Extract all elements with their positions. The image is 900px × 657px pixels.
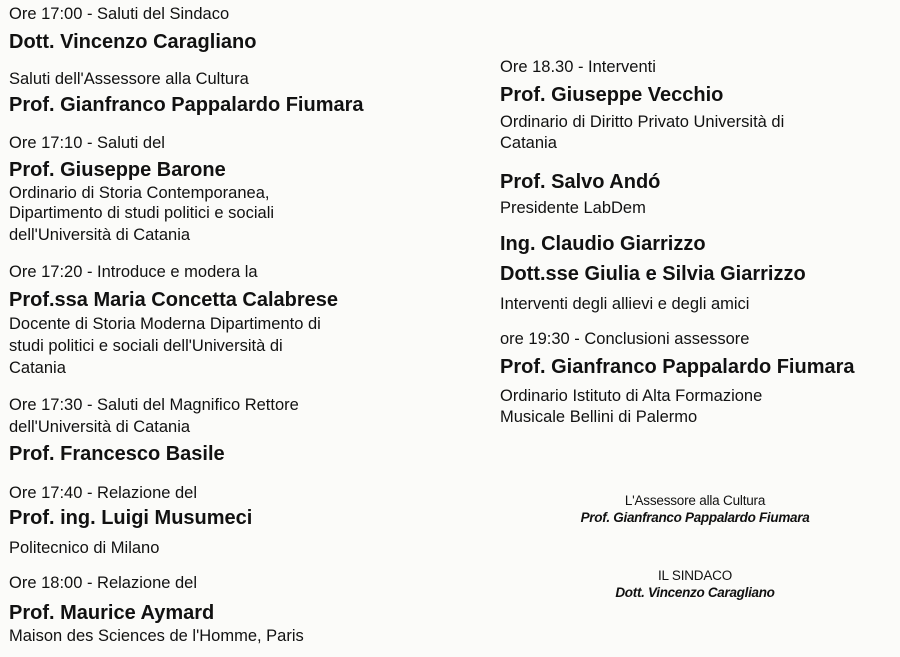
speaker-name: Prof. Gianfranco Pappalardo Fiumara (9, 94, 364, 116)
program-text: studi politici e sociali dell'Università di (9, 337, 283, 355)
speaker-name: Prof. Gianfranco Pappalardo Fiumara (500, 356, 855, 378)
program-text: Ore 18:00 - Relazione del (9, 574, 198, 592)
speaker-name: Prof. Salvo Andó (500, 171, 661, 193)
speaker-name: Dott. Vincenzo Caragliano (9, 31, 257, 53)
program-text: Ore 17:00 - Saluti del Sindaco (9, 5, 230, 23)
speaker-name: Prof. ing. Luigi Musumeci (9, 507, 253, 529)
program-text: Ore 18.30 - Interventi (500, 58, 656, 76)
signature-title: L'Assessore alla Cultura (624, 493, 766, 508)
signature-assessore (540, 493, 850, 527)
signature-name: Prof. Gianfranco Pappalardo Fiumara (580, 509, 810, 525)
program-text: Interventi degli allievi e degli amici (500, 295, 750, 313)
program-text: Ore 17:20 - Introduce e modera la (9, 263, 258, 281)
program-text: dell'Università di Catania (9, 418, 191, 436)
program-text: Ordinario di Diritto Privato Università di (500, 113, 785, 131)
program-text: Dipartimento di studi politici e sociali (9, 204, 275, 222)
program-text: Ore 17:40 - Relazione del (9, 484, 198, 502)
signature-sindaco (540, 568, 850, 602)
program-text: Ore 17:10 - Saluti del (9, 134, 165, 152)
program-text: Politecnico di Milano (9, 539, 160, 557)
speaker-name: Prof.ssa Maria Concetta Calabrese (9, 289, 339, 311)
program-text: Ore 17:30 - Saluti del Magnifico Rettore (9, 396, 299, 414)
signature-name: Dott. Vincenzo Caragliano (615, 584, 775, 600)
program-text: Maison des Sciences de l'Homme, Paris (9, 627, 304, 645)
program-text: Catania (9, 359, 66, 377)
speaker-name: Prof. Francesco Basile (9, 443, 225, 465)
speaker-name: Prof. Giuseppe Barone (9, 159, 226, 181)
program-text: Docente di Storia Moderna Dipartimento di (9, 315, 321, 333)
program-text: Catania (500, 134, 557, 152)
speaker-name: Dott.sse Giulia e Silvia Giarrizzo (500, 263, 806, 285)
program-text: Ordinario di Storia Contemporanea, (9, 184, 270, 202)
speaker-name: Prof. Maurice Aymard (9, 602, 215, 624)
speaker-name: Ing. Claudio Giarrizzo (500, 233, 706, 255)
program-text: Musicale Bellini di Palermo (500, 408, 698, 426)
program-text: dell'Università di Catania (9, 226, 191, 244)
program-text: Ordinario Istituto di Alta Formazione (500, 387, 763, 405)
program-text: ore 19:30 - Conclusioni assessore (500, 330, 750, 348)
program-text: Saluti dell'Assessore alla Cultura (9, 70, 249, 88)
program-text: Presidente LabDem (500, 199, 646, 217)
speaker-name: Prof. Giuseppe Vecchio (500, 84, 724, 106)
signature-title: IL SINDACO (657, 568, 733, 583)
